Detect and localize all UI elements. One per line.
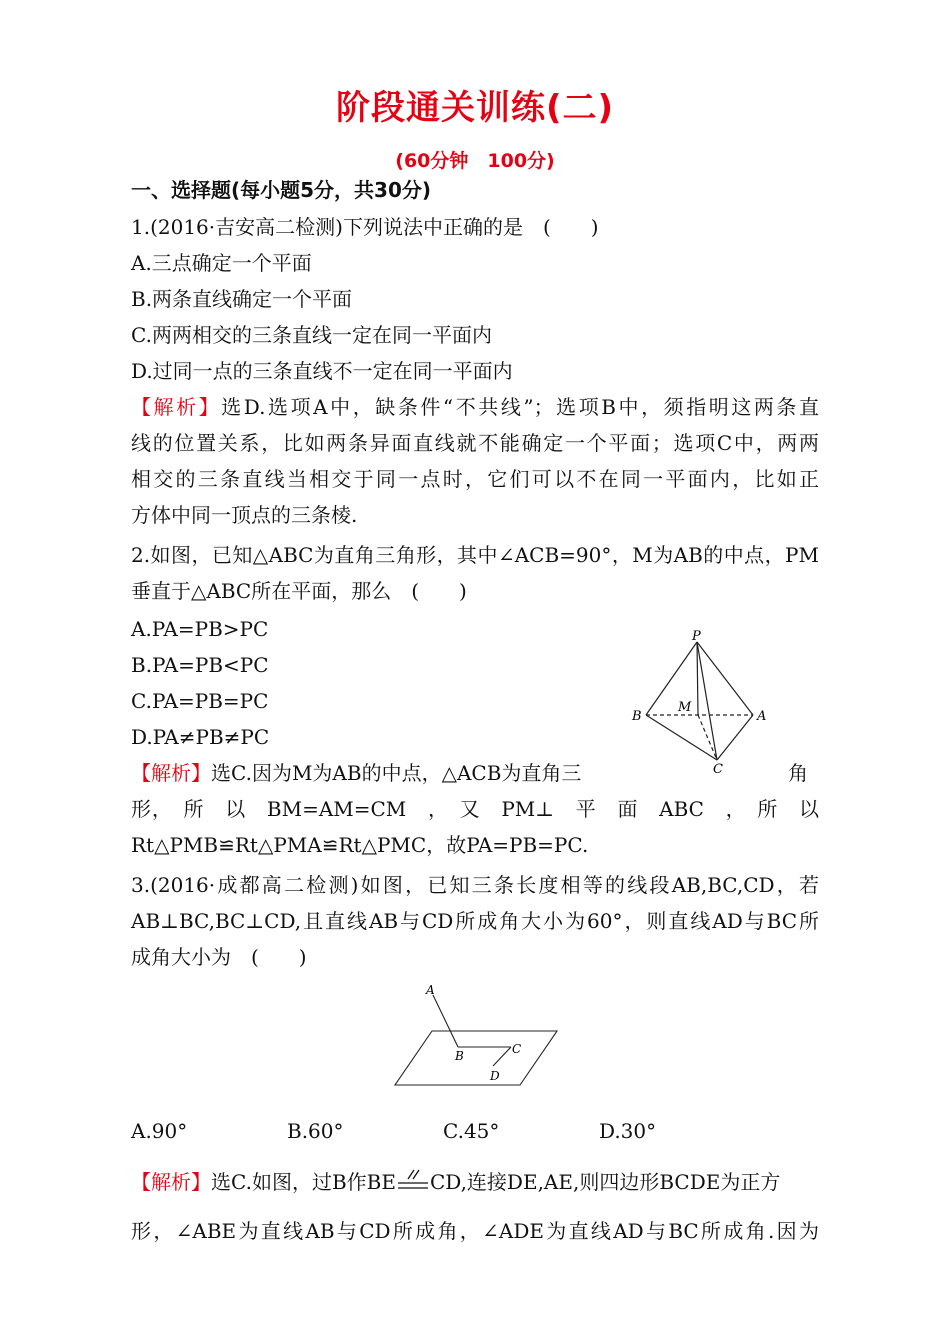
question-2-option-b: B.PA=PB<PC [131,653,269,677]
question-2-analysis-line-1-tail: 角 [788,761,808,785]
question-1-option-d: D.过同一点的三条直线不一定在同一平面内 [131,359,513,383]
question-3-stem-line-1: 3.(2016·成都高二检测)如图，已知三条长度相等的线段AB,BC,CD，若 [131,873,819,897]
label-m: M [678,700,692,715]
question-2-analysis-line-3: Rt△PMB≌Rt△PMA≌Rt△PMC，故PA=PB=PC. [131,833,589,857]
question-1-stem: 1.(2016·吉安高二检测)下列说法中正确的是 ( ) [131,215,599,239]
page-title: 阶段通关训练(二) [335,88,615,128]
analysis-tag: 【解析】 [131,1170,211,1194]
page-subtitle: (60分钟 100分) [395,150,555,172]
question-1-option-a: A.三点确定一个平面 [131,251,312,275]
section-heading: 一、选择题(每小题5分，共30分) [131,178,432,202]
label-b: B [455,1049,464,1063]
question-3-stem-line-2: AB⊥BC,BC⊥CD,且直线AB与CD所成角大小为60°，则直线AD与BC所 [131,909,819,933]
question-3-option-d: D.30° [599,1119,657,1143]
question-2-option-a: A.PA=PB>PC [131,617,269,641]
question-2-option-c: C.PA=PB=PC [131,689,269,713]
question-3-option-b: B.60° [287,1119,344,1143]
question-2-analysis-line-1: 【解析】选C.因为M为AB的中点，△ACB为直角三 [131,761,582,785]
question-3-stem-line-3: 成角大小为 ( ) [131,945,307,969]
question-1-analysis-line-2: 线的位置关系，比如两条异面直线就不能确定一个平面；选项C中，两两 [131,431,819,455]
question-3-option-c: C.45° [443,1119,500,1143]
label-c: C [713,762,723,776]
question-3-analysis-line-2: 形，∠ABE为直线AB与CD所成角，∠ADE为直线AD与BC所成角.因为 [131,1219,819,1243]
label-a: A [426,983,435,997]
question-1-option-b: B.两条直线确定一个平面 [131,287,353,311]
question-3-analysis-line-1: 【解析】选C.如图，过B作BE CD,连接DE,AE,则四边形BCDE为正方 [131,1170,781,1194]
label-d: D [490,1069,500,1083]
question-1-analysis-line-3: 相交的三条直线当相交于同一点时，它们可以不在同一平面内，比如正 [131,467,819,491]
label-p: P [692,629,701,644]
question-2-stem-line-2: 垂直于△ABC所在平面，那么 ( ) [131,579,467,603]
question-1-option-c: C.两两相交的三条直线一定在同一平面内 [131,323,492,347]
question-1-analysis-line-4: 方体中同一顶点的三条棱. [131,503,358,527]
analysis-tag: 【解析】 [131,761,211,785]
question-1-analysis-line-1: 【解析】选D.选项A中，缺条件“不共线”；选项B中，须指明这两条直 [131,395,819,419]
label-c: C [512,1042,522,1056]
question-3-option-a: A.90° [131,1119,188,1143]
label-b: B [632,709,642,724]
analysis-tag: 【解析】 [131,395,222,419]
label-a: A [757,709,767,724]
parallel-equal-icon [396,1169,430,1195]
question-2-analysis-line-2: 形， 所 以 BM=AM=CM ， 又 PM⊥ 平 面 ABC ， 所 以 [131,797,819,821]
question-2-option-d: D.PA≠PB≠PC [131,725,270,749]
question-2-stem-line-1: 2.如图，已知△ABC为直角三角形，其中∠ACB=90°，M为AB的中点，PM [131,543,819,567]
pyramid-figure [625,624,775,776]
plane-figure [380,980,580,1090]
